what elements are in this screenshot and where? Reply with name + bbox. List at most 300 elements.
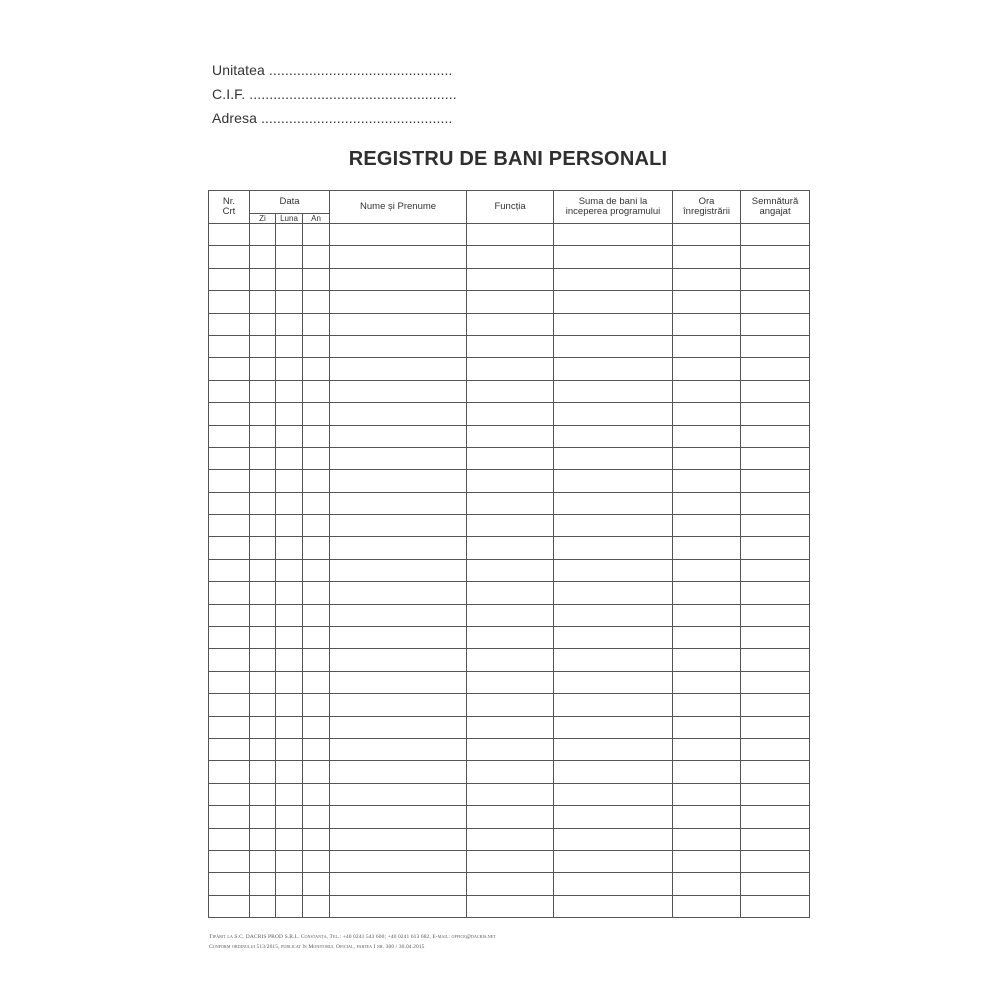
header-semnatura-label: Semnătură angajat	[751, 196, 799, 217]
nr-crt-cell	[209, 291, 250, 313]
zi-cell	[250, 470, 276, 492]
semnatura-cell	[741, 380, 810, 402]
suma-cell	[554, 582, 673, 604]
suma-cell	[554, 761, 673, 783]
ora-cell	[673, 738, 741, 760]
functia-cell	[467, 291, 554, 313]
ora-cell	[673, 335, 741, 357]
nr-crt-cell	[209, 403, 250, 425]
an-cell	[303, 783, 330, 805]
semnatura-cell	[741, 224, 810, 246]
ora-cell	[673, 358, 741, 380]
functia-cell	[467, 716, 554, 738]
nr-crt-cell	[209, 828, 250, 850]
ora-cell	[673, 716, 741, 738]
ora-cell	[673, 694, 741, 716]
semnatura-cell	[741, 582, 810, 604]
an-cell	[303, 268, 330, 290]
nume-cell	[330, 335, 467, 357]
nume-cell	[330, 873, 467, 895]
an-cell	[303, 246, 330, 268]
zi-cell	[250, 627, 276, 649]
nr-crt-cell	[209, 783, 250, 805]
an-cell	[303, 224, 330, 246]
semnatura-cell	[741, 627, 810, 649]
suma-cell	[554, 313, 673, 335]
an-cell	[303, 895, 330, 917]
functia-cell	[467, 649, 554, 671]
zi-cell	[250, 582, 276, 604]
suma-cell	[554, 291, 673, 313]
ora-cell	[673, 470, 741, 492]
nr-crt-cell	[209, 537, 250, 559]
semnatura-cell	[741, 828, 810, 850]
table-row	[209, 537, 810, 559]
semnatura-cell	[741, 649, 810, 671]
ora-cell	[673, 537, 741, 559]
suma-cell	[554, 828, 673, 850]
nume-cell	[330, 694, 467, 716]
header-luna: Luna	[276, 214, 303, 224]
functia-cell	[467, 425, 554, 447]
ora-cell	[673, 515, 741, 537]
functia-cell	[467, 828, 554, 850]
header-nume-prenume: Nume și Prenume	[330, 191, 467, 224]
nume-cell	[330, 425, 467, 447]
ora-cell	[673, 850, 741, 872]
header-suma-bani-label: Suma de bani la inceperea programului	[565, 196, 661, 217]
header-data: Data	[250, 191, 330, 214]
functia-cell	[467, 895, 554, 917]
an-cell	[303, 559, 330, 581]
nr-crt-cell	[209, 850, 250, 872]
luna-cell	[276, 492, 303, 514]
functia-cell	[467, 627, 554, 649]
zi-cell	[250, 604, 276, 626]
header-an: An	[303, 214, 330, 224]
ora-cell	[673, 604, 741, 626]
zi-cell	[250, 850, 276, 872]
semnatura-cell	[741, 761, 810, 783]
ora-cell	[673, 582, 741, 604]
functia-cell	[467, 403, 554, 425]
ora-cell	[673, 671, 741, 693]
suma-cell	[554, 873, 673, 895]
nr-crt-cell	[209, 582, 250, 604]
nume-cell	[330, 627, 467, 649]
nume-cell	[330, 761, 467, 783]
luna-cell	[276, 873, 303, 895]
suma-cell	[554, 224, 673, 246]
luna-cell	[276, 627, 303, 649]
zi-cell	[250, 492, 276, 514]
nr-crt-cell	[209, 425, 250, 447]
nr-crt-cell	[209, 761, 250, 783]
semnatura-cell	[741, 246, 810, 268]
semnatura-cell	[741, 291, 810, 313]
nr-crt-cell	[209, 895, 250, 917]
nume-cell	[330, 604, 467, 626]
zi-cell	[250, 694, 276, 716]
header-nr-crt	[209, 191, 250, 224]
ora-cell	[673, 403, 741, 425]
table-row	[209, 224, 810, 246]
suma-cell	[554, 671, 673, 693]
zi-cell	[250, 403, 276, 425]
page-title: REGISTRU DE BANI PERSONALI	[348, 148, 668, 170]
nr-crt-cell	[209, 627, 250, 649]
semnatura-cell	[741, 783, 810, 805]
zi-cell	[250, 828, 276, 850]
luna-cell	[276, 828, 303, 850]
nume-cell	[330, 582, 467, 604]
functia-cell	[467, 380, 554, 402]
functia-cell	[467, 470, 554, 492]
nume-cell	[330, 828, 467, 850]
functia-cell	[467, 671, 554, 693]
suma-cell	[554, 537, 673, 559]
table-row	[209, 291, 810, 313]
suma-cell	[554, 604, 673, 626]
zi-cell	[250, 358, 276, 380]
table-row	[209, 828, 810, 850]
an-cell	[303, 828, 330, 850]
nr-crt-cell	[209, 649, 250, 671]
table-row	[209, 783, 810, 805]
table-row	[209, 246, 810, 268]
cif-line: C.I.F. ....................................................	[212, 86, 457, 102]
zi-cell	[250, 559, 276, 581]
nr-crt-cell	[209, 224, 250, 246]
semnatura-cell	[741, 873, 810, 895]
zi-cell	[250, 291, 276, 313]
ora-cell	[673, 873, 741, 895]
print-footer	[209, 932, 496, 952]
functia-cell	[467, 783, 554, 805]
nr-crt-cell	[209, 246, 250, 268]
suma-cell	[554, 850, 673, 872]
functia-cell	[467, 850, 554, 872]
nr-crt-cell	[209, 559, 250, 581]
nr-crt-cell	[209, 268, 250, 290]
semnatura-cell	[741, 559, 810, 581]
luna-cell	[276, 537, 303, 559]
zi-cell	[250, 425, 276, 447]
nr-crt-cell	[209, 806, 250, 828]
zi-cell	[250, 380, 276, 402]
semnatura-cell	[741, 268, 810, 290]
nr-crt-cell	[209, 671, 250, 693]
zi-cell	[250, 313, 276, 335]
suma-cell	[554, 470, 673, 492]
nume-cell	[330, 559, 467, 581]
nume-cell	[330, 716, 467, 738]
nume-cell	[330, 806, 467, 828]
ora-cell	[673, 627, 741, 649]
functia-cell	[467, 559, 554, 581]
nume-cell	[330, 515, 467, 537]
header-ora-inregistrarii	[673, 191, 741, 224]
ora-cell	[673, 828, 741, 850]
luna-cell	[276, 224, 303, 246]
functia-cell	[467, 515, 554, 537]
table-row	[209, 627, 810, 649]
suma-cell	[554, 783, 673, 805]
ora-cell	[673, 895, 741, 917]
luna-cell	[276, 604, 303, 626]
zi-cell	[250, 649, 276, 671]
suma-cell	[554, 627, 673, 649]
ora-cell	[673, 559, 741, 581]
functia-cell	[467, 806, 554, 828]
an-cell	[303, 470, 330, 492]
semnatura-cell	[741, 403, 810, 425]
table-row	[209, 268, 810, 290]
semnatura-cell	[741, 671, 810, 693]
an-cell	[303, 291, 330, 313]
functia-cell	[467, 873, 554, 895]
nume-cell	[330, 671, 467, 693]
zi-cell	[250, 716, 276, 738]
nr-crt-cell	[209, 492, 250, 514]
header-functia: Funcția	[467, 191, 554, 224]
nume-cell	[330, 850, 467, 872]
functia-cell	[467, 224, 554, 246]
an-cell	[303, 447, 330, 469]
an-cell	[303, 671, 330, 693]
semnatura-cell	[741, 313, 810, 335]
nume-cell	[330, 537, 467, 559]
an-cell	[303, 358, 330, 380]
ora-cell	[673, 313, 741, 335]
functia-cell	[467, 761, 554, 783]
table-row	[209, 895, 810, 917]
ora-cell	[673, 246, 741, 268]
suma-cell	[554, 806, 673, 828]
suma-cell	[554, 649, 673, 671]
nr-crt-cell	[209, 604, 250, 626]
an-cell	[303, 806, 330, 828]
nr-crt-cell	[209, 335, 250, 357]
table-row	[209, 515, 810, 537]
semnatura-cell	[741, 470, 810, 492]
nume-cell	[330, 291, 467, 313]
nume-cell	[330, 403, 467, 425]
functia-cell	[467, 246, 554, 268]
ora-cell	[673, 291, 741, 313]
functia-cell	[467, 537, 554, 559]
zi-cell	[250, 738, 276, 760]
header-zi: Zi	[250, 214, 276, 224]
zi-cell	[250, 515, 276, 537]
adresa-line: Adresa ................................................	[212, 110, 453, 126]
nr-crt-cell	[209, 873, 250, 895]
suma-cell	[554, 358, 673, 380]
table-row	[209, 447, 810, 469]
functia-cell	[467, 268, 554, 290]
an-cell	[303, 604, 330, 626]
ora-cell	[673, 806, 741, 828]
an-cell	[303, 403, 330, 425]
table-row	[209, 582, 810, 604]
suma-cell	[554, 403, 673, 425]
functia-cell	[467, 492, 554, 514]
luna-cell	[276, 403, 303, 425]
semnatura-cell	[741, 850, 810, 872]
zi-cell	[250, 671, 276, 693]
semnatura-cell	[741, 604, 810, 626]
zi-cell	[250, 537, 276, 559]
suma-cell	[554, 559, 673, 581]
zi-cell	[250, 761, 276, 783]
ora-cell	[673, 380, 741, 402]
header-nr-crt-label: Nr. Crt	[222, 196, 236, 217]
header-semnatura	[741, 191, 810, 224]
table-row	[209, 761, 810, 783]
zi-cell	[250, 224, 276, 246]
zi-cell	[250, 268, 276, 290]
nr-crt-cell	[209, 447, 250, 469]
ora-cell	[673, 492, 741, 514]
semnatura-cell	[741, 515, 810, 537]
ora-cell	[673, 761, 741, 783]
an-cell	[303, 313, 330, 335]
ora-cell	[673, 224, 741, 246]
luna-cell	[276, 716, 303, 738]
luna-cell	[276, 515, 303, 537]
table-row	[209, 873, 810, 895]
zi-cell	[250, 873, 276, 895]
luna-cell	[276, 694, 303, 716]
suma-cell	[554, 515, 673, 537]
luna-cell	[276, 425, 303, 447]
nume-cell	[330, 380, 467, 402]
luna-cell	[276, 559, 303, 581]
nume-cell	[330, 895, 467, 917]
luna-cell	[276, 895, 303, 917]
luna-cell	[276, 358, 303, 380]
suma-cell	[554, 694, 673, 716]
nr-crt-cell	[209, 515, 250, 537]
an-cell	[303, 738, 330, 760]
table-row	[209, 806, 810, 828]
an-cell	[303, 873, 330, 895]
suma-cell	[554, 380, 673, 402]
header-suma-bani	[554, 191, 673, 224]
luna-cell	[276, 850, 303, 872]
table-row	[209, 380, 810, 402]
register-body	[209, 224, 810, 918]
table-row	[209, 358, 810, 380]
semnatura-cell	[741, 425, 810, 447]
an-cell	[303, 627, 330, 649]
ora-cell	[673, 425, 741, 447]
nr-crt-cell	[209, 358, 250, 380]
table-row	[209, 470, 810, 492]
table-row	[209, 716, 810, 738]
zi-cell	[250, 895, 276, 917]
zi-cell	[250, 335, 276, 357]
zi-cell	[250, 246, 276, 268]
semnatura-cell	[741, 492, 810, 514]
table-row	[209, 671, 810, 693]
luna-cell	[276, 313, 303, 335]
semnatura-cell	[741, 694, 810, 716]
semnatura-cell	[741, 358, 810, 380]
zi-cell	[250, 783, 276, 805]
an-cell	[303, 492, 330, 514]
suma-cell	[554, 492, 673, 514]
table-row	[209, 604, 810, 626]
luna-cell	[276, 582, 303, 604]
luna-cell	[276, 268, 303, 290]
luna-cell	[276, 671, 303, 693]
nume-cell	[330, 246, 467, 268]
functia-cell	[467, 358, 554, 380]
ora-cell	[673, 268, 741, 290]
nume-cell	[330, 268, 467, 290]
table-row	[209, 850, 810, 872]
semnatura-cell	[741, 806, 810, 828]
table-row	[209, 738, 810, 760]
suma-cell	[554, 738, 673, 760]
an-cell	[303, 716, 330, 738]
functia-cell	[467, 738, 554, 760]
functia-cell	[467, 313, 554, 335]
luna-cell	[276, 380, 303, 402]
printer-info-line: Tipărit la S.C. DACRIS PROD S.R.L. Constanța, Tel.: +40 0241 543 600; +40 0241 613 682, E-mail: office@dacris.net	[209, 934, 496, 940]
ora-cell	[673, 783, 741, 805]
an-cell	[303, 515, 330, 537]
nume-cell	[330, 447, 467, 469]
nume-cell	[330, 224, 467, 246]
an-cell	[303, 850, 330, 872]
functia-cell	[467, 447, 554, 469]
luna-cell	[276, 649, 303, 671]
zi-cell	[250, 447, 276, 469]
luna-cell	[276, 470, 303, 492]
functia-cell	[467, 604, 554, 626]
luna-cell	[276, 806, 303, 828]
nr-crt-cell	[209, 694, 250, 716]
table-row	[209, 694, 810, 716]
functia-cell	[467, 582, 554, 604]
an-cell	[303, 425, 330, 447]
suma-cell	[554, 335, 673, 357]
nume-cell	[330, 492, 467, 514]
luna-cell	[276, 738, 303, 760]
unitatea-line: Unitatea ..............................................	[212, 62, 453, 78]
register-table	[208, 190, 810, 918]
table-row	[209, 403, 810, 425]
luna-cell	[276, 783, 303, 805]
suma-cell	[554, 716, 673, 738]
an-cell	[303, 649, 330, 671]
ora-cell	[673, 649, 741, 671]
an-cell	[303, 694, 330, 716]
table-row	[209, 492, 810, 514]
luna-cell	[276, 246, 303, 268]
functia-cell	[467, 694, 554, 716]
header-ora-label: Ora înregistrării	[683, 196, 731, 217]
table-row	[209, 559, 810, 581]
table-row	[209, 335, 810, 357]
functia-cell	[467, 335, 554, 357]
nume-cell	[330, 649, 467, 671]
luna-cell	[276, 761, 303, 783]
suma-cell	[554, 268, 673, 290]
an-cell	[303, 582, 330, 604]
